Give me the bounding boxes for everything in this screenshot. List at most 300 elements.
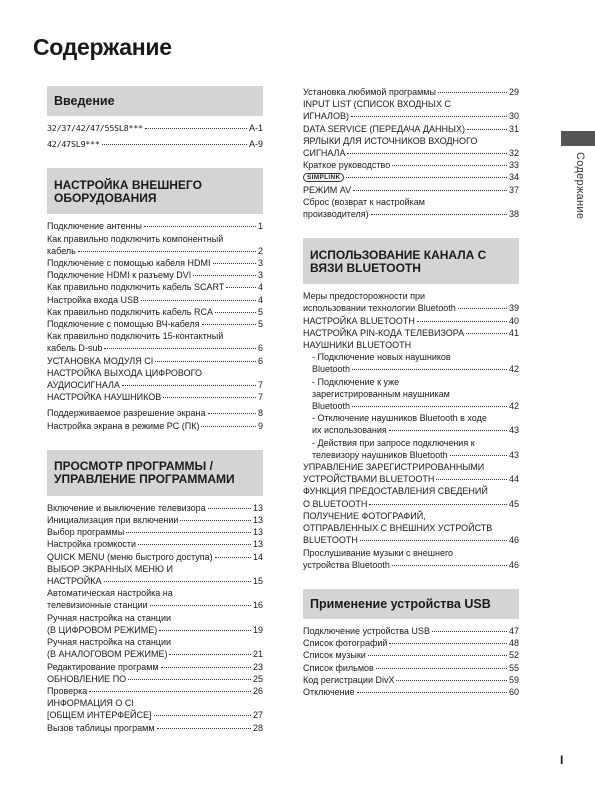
dot-leader [215,312,256,313]
toc-entry-text: НАСТРОЙКА [47,576,102,587]
toc-entry[interactable] [47,318,263,330]
section-gap [47,432,263,450]
dot-leader [161,667,251,668]
dot-leader [392,565,507,566]
toc-entry-line [303,559,519,571]
toc-page-number: 8 [257,408,263,419]
toc-entry-text: Инициализация при включении [47,515,179,526]
dot-leader [144,226,256,227]
toc-page-number: 27 [252,710,263,721]
toc-entry[interactable] [303,376,519,413]
page-number: I [560,753,564,767]
toc-entry-line [303,86,519,98]
simplink-logo-text: SIMPLINK [303,173,344,182]
toc-page-number: 43 [508,425,519,436]
toc-entry-text: ОБНОВЛЕНИЕ ПО [47,673,127,684]
toc-entry-text: Ручная настройка на станции [47,637,172,648]
toc-entry[interactable] [47,233,263,257]
dot-leader [202,324,256,325]
section-heading-text: ВЯЗИ BLUETOOTH [310,260,421,275]
toc-entry[interactable] [47,281,263,293]
toc-entry[interactable] [303,637,519,649]
toc-entry[interactable] [47,420,263,432]
toc-entry-line [303,637,519,649]
toc-entry-text: BLUETOOTH [303,535,358,546]
toc-entry-text: - Подключение к уже [312,376,519,388]
dot-leader [138,544,251,545]
toc-page-number: 25 [252,673,263,684]
toc-entry-line [47,551,263,563]
section-gap [47,150,263,168]
dot-leader [193,275,256,276]
toc-entry[interactable] [47,355,263,367]
toc-page-number: A-9 [248,139,263,150]
toc-entry[interactable] [47,563,263,587]
toc-entry-text: QUICK MENU (меню быстрого доступа) [47,551,213,562]
toc-entry-line [47,420,263,432]
toc-entry[interactable] [303,98,519,122]
dot-leader [346,177,507,178]
toc-entry-line [47,245,263,257]
toc-entry[interactable] [47,685,263,697]
toc-entry-text: НАУШНИКИ BLUETOOTH [303,340,412,351]
toc-entry-text: производителя) [303,209,369,220]
toc-entry[interactable] [303,184,519,196]
dot-leader [180,520,251,521]
dot-leader [396,680,507,681]
toc-entry[interactable] [303,437,519,461]
toc-entry-text: Список музыки [303,650,366,661]
toc-page-number: 44 [508,474,519,485]
dot-leader [159,630,251,631]
dot-leader [226,287,256,288]
toc-entry-text: Краткое руководство [303,160,391,171]
toc-page-number: 19 [252,624,263,635]
toc-entry[interactable] [303,159,519,171]
toc-entry-line [303,625,519,637]
toc-entry-text: телевизору наушников Bluetooth [312,449,448,460]
toc-entry-text: Bluetooth [312,401,351,412]
toc-page-number: 34 [508,172,519,183]
toc-entry[interactable] [47,636,263,660]
toc-page-number: 32 [508,148,519,159]
section-heading-text: ИСПОЛЬЗОВАНИЕ КАНАЛА С [310,247,487,262]
toc-entry-line [47,138,263,150]
section-heading [47,86,263,116]
toc-entry-text: DATA SERVICE (ПЕРЕДАЧА ДАННЫХ) [303,123,465,134]
toc-page-number: 42 [508,401,519,412]
toc-entry-line [47,257,263,269]
toc-entry[interactable] [303,412,519,436]
toc-entry[interactable] [303,674,519,686]
toc-entry-line [303,534,519,546]
toc-entry-line [47,281,263,293]
side-section-label: Содержание [574,152,586,220]
dot-leader [371,214,507,215]
section-gap [303,220,519,238]
toc-entry-text: (В АНАЛОГОВОМ РЕЖИМЕ) [47,649,168,660]
dot-leader [154,715,251,716]
section-heading [303,238,519,284]
toc-entry-text: Автоматическая настройка на [47,588,173,599]
toc-entry-text: Bluetooth [312,364,351,375]
toc-entry-line [47,342,263,354]
dot-leader [417,321,507,322]
dot-leader [126,532,251,533]
section-heading-text: УПРАВЛЕНИЕ ПРОГРАММАМИ [54,472,235,487]
toc-entry[interactable] [303,327,519,339]
toc-entry[interactable] [303,135,519,159]
toc-entry[interactable] [303,662,519,674]
toc-entry-text: НАСТРОЙКА ВЫХОДА ЦИФРОВОГО [47,367,202,378]
toc-entry-text: ОТПРАВЛЕННЫХ С ВНЕШНИХ УСТРОЙСТВ [303,523,493,534]
dot-leader [122,385,256,386]
toc-page-number: 13 [252,527,263,538]
toc-entry-text: Отключение [303,686,355,697]
toc-page-number: 46 [508,535,519,546]
toc-entry-text: кабель D-sub [47,343,103,354]
toc-page-number: 2 [257,245,263,256]
dot-leader [215,557,251,558]
side-tab-marker [561,131,595,146]
dot-leader [432,631,507,632]
toc-entry[interactable] [47,122,263,134]
section-heading [47,168,263,214]
toc-entry-text: Меры предосторожности при [303,291,426,302]
toc-entry[interactable] [47,367,263,391]
toc-entry[interactable] [303,510,519,547]
toc-entry-text: Список фильмов [303,662,374,673]
toc-entry[interactable] [303,485,519,509]
toc-entry-text: Как правильно подключить 15-контактный [47,331,224,342]
toc-page-number: 7 [257,392,263,403]
toc-entry[interactable] [303,123,519,135]
toc-entry[interactable] [303,196,519,220]
toc-entry-line [303,498,519,510]
toc-entry-line [303,171,519,183]
section-heading-text: Применение устройства USB [310,596,491,611]
toc-page-number: 47 [508,625,519,636]
toc-entry-line [312,424,519,436]
toc-entry-text: Настройка громкости [47,539,136,550]
dot-leader [351,116,507,117]
dot-leader [436,479,507,480]
dot-leader [155,361,256,362]
toc-entry-line [303,147,519,159]
toc-entry-text: ФУНКЦИЯ ПРЕДОСТАВЛЕНИЯ СВЕДЕНИЙ [303,486,488,497]
toc-entry-line [303,315,519,327]
toc-page-number: 4 [257,282,263,293]
toc-entry-line [47,122,263,134]
page-title: Содержание [33,34,172,60]
toc-entry[interactable] [47,526,263,538]
toc-entry[interactable] [47,514,263,526]
dot-leader [352,406,507,407]
toc-entry[interactable] [47,391,263,403]
toc-entry-text: Ручная настройка на станции [47,612,172,623]
toc-entry-text: 42/47SL9*** [47,139,100,150]
toc-entry-text: Редактирование программ [47,661,159,672]
toc-entry[interactable] [303,351,519,375]
toc-page-number: 7 [257,380,263,391]
toc-page-number: 60 [508,686,519,697]
toc-entry-line [303,327,519,339]
toc-entry[interactable] [47,587,263,611]
dot-leader [368,655,507,656]
toc-entry-line [47,391,263,403]
toc-entry[interactable] [303,686,519,698]
toc-entry-line [47,673,263,685]
toc-entry-text: ВЫБОР ЭКРАННЫХ МЕНЮ И [47,563,173,574]
toc-entry-text: ИНФОРМАЦИЯ О CI [47,698,134,709]
toc-entry[interactable] [47,661,263,673]
toc-entry-text: [ОБЩЕМ ИНТЕРФЕЙСЕ] [47,710,152,721]
toc-page-number: 13 [252,515,263,526]
toc-entry-line [47,575,263,587]
toc-entry-line [303,686,519,698]
toc-entry-line [312,363,519,375]
toc-page-number: 21 [252,649,263,660]
toc-entry-text: УПРАВЛЕНИЕ ЗАРЕГИСТРИРОВАННЫМИ [303,462,485,473]
toc-entry-line [303,184,519,196]
dot-leader [357,692,507,693]
toc-page-number: 37 [508,184,519,195]
toc-entry-line [47,599,263,611]
toc-entry[interactable] [47,502,263,514]
toc-entry-text: Установка любимой программы [303,87,436,97]
dot-leader [466,333,507,334]
toc-page-number: 6 [257,355,263,366]
toc-entry-line [312,449,519,461]
toc-page-number: 31 [508,123,519,134]
section-heading [303,589,519,619]
toc-entry-text: 32/37/42/47/55SL8*** [47,123,143,133]
toc-entry-text: их использования [312,425,387,436]
toc-entry-text: Подключение антенны [47,221,142,232]
toc-entry[interactable] [47,722,263,734]
toc-entry[interactable] [47,538,263,550]
toc-entry-line [47,355,263,367]
section-heading-text: Введение [54,94,115,108]
toc-entry-line [303,302,519,314]
dot-leader [450,455,507,456]
dot-leader [369,504,507,505]
toc-page-number: 23 [252,661,263,672]
toc-entry[interactable] [47,612,263,636]
toc-entry-text: Вызов таблицы программ [47,722,155,733]
toc-left-column [47,86,263,734]
toc-entry[interactable] [47,138,263,150]
toc-entry-line [47,379,263,391]
toc-entry-line [312,400,519,412]
toc-entry-text: Список фотографий [303,638,388,649]
dot-leader [208,508,251,509]
toc-page-number: 26 [252,685,263,696]
toc-page-number: 42 [508,364,519,375]
toc-entry-line [47,306,263,318]
toc-page-number: 43 [508,449,519,460]
dot-leader [438,92,507,93]
toc-page-number: 52 [508,650,519,661]
section-heading-text: НАСТРОЙКА ВНЕШНЕГО [54,177,202,192]
dot-leader [208,413,256,414]
toc-page-number: 1 [257,221,263,232]
toc-entry-text: Как правильно подключить компонентный [47,233,224,244]
toc-entry-text: телевизионные станции [47,600,148,611]
toc-entry-line [303,649,519,661]
toc-entry-text: РЕЖИМ AV [303,184,352,195]
toc-entry[interactable] [303,649,519,661]
toc-page-number: 29 [508,87,519,97]
toc-page-number: 5 [257,306,263,317]
toc-entry-text: Подключение с помощью ВЧ-кабеля [47,319,200,330]
toc-entry[interactable] [47,220,263,232]
toc-entry-text: - Действия при запросе подключения к [312,437,519,449]
toc-entry-text: - Подключение новых наушников [312,351,519,363]
toc-page-number: 4 [257,294,263,305]
toc-page-number: 14 [252,551,263,562]
toc-entry[interactable] [47,306,263,318]
toc-entry-line [47,407,263,419]
dot-leader [150,605,251,606]
toc-entry-line [47,220,263,232]
toc-entry-text: кабель [47,245,76,256]
toc-page-number: 6 [257,343,263,354]
toc-entry[interactable] [47,551,263,563]
toc-entry-text: Сброс (возврат к настройкам [303,196,425,207]
toc-page-number: 40 [508,315,519,326]
section-heading [47,450,263,496]
toc-entry-text: НАСТРОЙКА PIN-КОДА ТЕЛЕВИЗОРА [303,327,465,338]
toc-page-number: 9 [257,420,263,431]
toc-entry-line [303,339,519,351]
dot-leader [104,348,256,349]
toc-entry[interactable] [303,290,519,314]
toc-entry-line [303,208,519,220]
toc-entry-line [47,318,263,330]
toc-page-number: 39 [508,303,519,314]
toc-entry-line [303,159,519,171]
toc-entry[interactable] [303,315,519,327]
toc-entry[interactable] [303,461,519,485]
toc-entry-line [47,624,263,636]
toc-entry-line [47,526,263,538]
dot-leader [389,643,507,644]
toc-entry-text: УСТАНОВКА МОДУЛЯ CI [47,355,154,366]
toc-page-number: 5 [257,319,263,330]
toc-entry[interactable] [303,86,519,98]
toc-entry[interactable] [303,547,519,571]
toc-entry-text: Подключение устройства USB [303,625,430,636]
toc-entry[interactable] [47,330,263,354]
toc-page-number: 55 [508,662,519,673]
toc-page-number: 48 [508,638,519,649]
toc-entry-text: НАСТРОЙКА BLUETOOTH [303,315,415,326]
toc-entry[interactable] [47,407,263,419]
toc-entry-text: ЯРЛЫКИ ДЛЯ ИСТОЧНИКОВ ВХОДНОГО [303,135,478,146]
toc-entry[interactable] [47,257,263,269]
toc-entry-text: устройства Bluetooth [303,559,390,570]
toc-entry-text: Как правильно подключить кабель SCART [47,282,225,293]
dot-leader [360,540,507,541]
toc-entry-line [303,110,519,122]
dot-leader [213,263,256,264]
dot-leader [102,144,247,145]
toc-entry-text: Код регистрации DivX [303,674,395,685]
toc-page-number: 3 [257,258,263,269]
dot-leader [104,581,251,582]
dot-leader [89,691,251,692]
dot-leader [352,369,507,370]
dot-leader [389,430,507,431]
toc-entry-text: О BLUETOOTH [303,498,368,509]
toc-entry[interactable] [47,269,263,281]
dot-leader [128,679,251,680]
dot-leader [347,153,507,154]
toc-entry-text: Выбор программы [47,527,125,538]
toc-entry-text: зарегистрированным наушникам [312,388,450,399]
toc-page-number: 45 [508,498,519,509]
toc-entry[interactable] [303,625,519,637]
toc-right-column [303,86,519,698]
dot-leader [467,129,507,130]
toc-entry-text: использовании технологии Bluetooth [303,303,456,314]
toc-entry[interactable] [303,171,519,183]
toc-entry-line [47,709,263,721]
toc-entry-text: Включение и выключение телевизора [47,502,206,513]
toc-entry-line [47,514,263,526]
toc-entry-text: Подключение HDMI к разъему DVI [47,270,192,281]
toc-page-number: 13 [252,539,263,550]
toc-entry[interactable] [47,294,263,306]
toc-entry-line [303,674,519,686]
toc-entry-text: АУДИОСИГНАЛА [47,380,120,391]
toc-entry-text: - Отключение наушников Bluetooth в ходе [312,412,519,424]
toc-entry[interactable] [303,339,519,351]
dot-leader [201,426,256,427]
section-heading-text: ОБОРУДОВАНИЯ [54,190,157,205]
toc-page-number: 59 [508,674,519,685]
toc-page-number: 16 [252,600,263,611]
toc-entry-line [303,662,519,674]
toc-entry-line [47,722,263,734]
toc-entry-text: Настройка входа USB [47,294,140,305]
toc-entry-text: Подключение с помощью кабеля HDMI [47,258,211,269]
toc-entry-text: ПОЛУЧЕНИЕ ФОТОГРАФИЙ, [303,510,426,521]
toc-entry-line [47,661,263,673]
toc-page-number: 33 [508,160,519,171]
toc-page-number: 41 [508,327,519,338]
toc-entry[interactable] [47,673,263,685]
toc-entry-text: INPUT LIST (СПИСОК ВХОДНЫХ С [303,99,451,110]
toc-page-number: 30 [508,111,519,122]
toc-entry[interactable] [47,697,263,721]
dot-leader [353,190,507,191]
toc-page-number: 3 [257,270,263,281]
dot-leader [376,668,507,669]
dot-leader [145,128,247,129]
dot-leader [392,165,507,166]
toc-entry-line [47,294,263,306]
dot-leader [169,654,251,655]
toc-entry-text: УСТРОЙСТВАМИ BLUETOOTH [303,474,435,485]
toc-page-number: 46 [508,559,519,570]
toc-entry-line [47,538,263,550]
toc-entry-text: ИГНАЛОВ) [303,111,349,122]
toc-entry-text: Как правильно подключить кабель RCA [47,306,213,317]
toc-entry-text: Поддерживаемое разрешение экрана [47,408,206,419]
dot-leader [157,728,251,729]
